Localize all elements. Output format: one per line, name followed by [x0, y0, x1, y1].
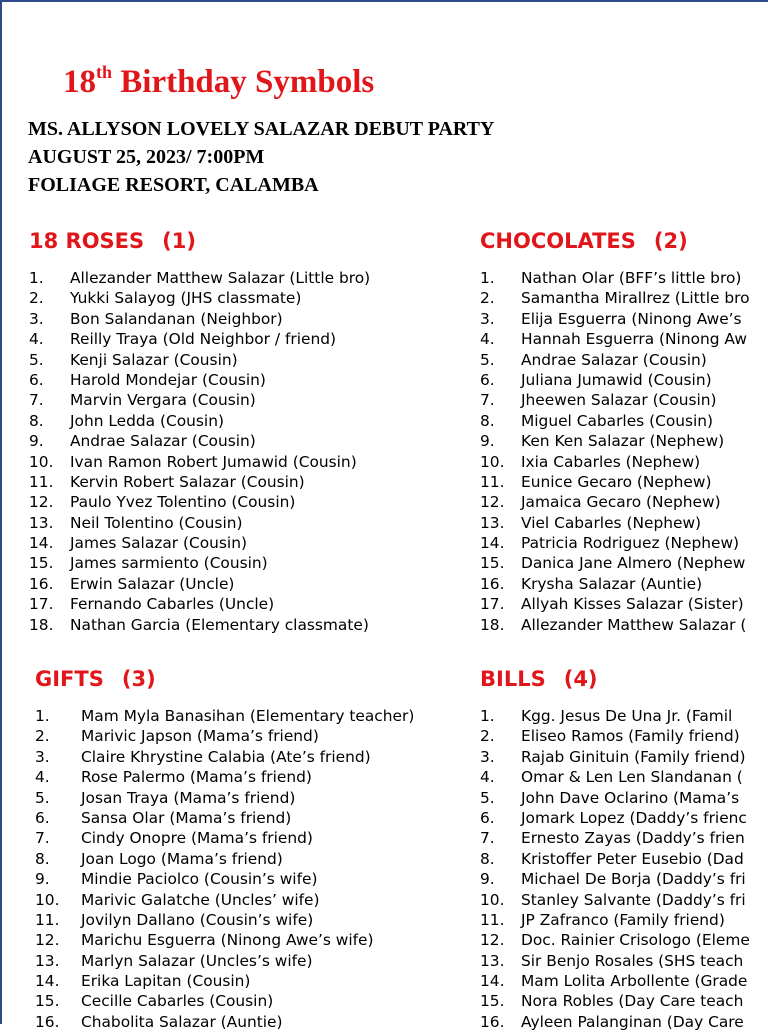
- page-border-top: [0, 0, 768, 2]
- list-item-name: JP Zafranco (Family friend): [521, 910, 725, 929]
- list-item-number: 14.: [35, 972, 60, 991]
- list-item-number: 2.: [480, 727, 495, 746]
- title-number: 18: [63, 64, 96, 100]
- list-item-name: Ernesto Zayas (Daddy’s frien: [521, 829, 745, 848]
- list-item-number: 15.: [480, 554, 505, 573]
- list-item-number: 17.: [29, 595, 54, 614]
- list-item-name: Marichu Esguerra (Ninong Awe’s wife): [81, 931, 374, 950]
- list-item-number: 18.: [29, 615, 54, 634]
- list-item-number: 4.: [480, 768, 495, 787]
- list-item-name: Rajab Ginituin (Family friend): [521, 747, 746, 766]
- list-item-number: 16.: [35, 1012, 60, 1031]
- list-item-name: Patricia Rodriguez (Nephew): [521, 534, 740, 553]
- list-item-name: Jheewen Salazar (Cousin): [521, 391, 717, 410]
- list-item-number: 3.: [35, 747, 50, 766]
- list-item-name: James sarmiento (Cousin): [70, 554, 268, 573]
- list-item-name: Paulo Yvez Tolentino (Cousin): [70, 493, 296, 512]
- list-item-number: 11.: [35, 910, 60, 929]
- list-item-name: Andrae Salazar (Cousin): [70, 432, 256, 451]
- list-item-name: Josan Traya (Mama’s friend): [81, 788, 296, 807]
- list-item-name: Harold Mondejar (Cousin): [70, 370, 266, 389]
- list-item-number: 15.: [480, 992, 505, 1011]
- list-item-number: 1.: [480, 269, 495, 287]
- list-item-number: 3.: [480, 747, 495, 766]
- chocolates-heading-number: (2): [653, 229, 688, 253]
- list-item-number: 16.: [29, 574, 54, 593]
- list-item-name: Marlyn Salazar (Uncles’s wife): [81, 951, 313, 970]
- list-item-number: 13.: [480, 951, 505, 970]
- list-item-name: Mam Myla Banasihan (Elementary teacher): [81, 707, 415, 725]
- list-item-number: 7.: [35, 829, 50, 848]
- list-item-name: Sansa Olar (Mama’s friend): [81, 808, 292, 827]
- list-item-name: Ivan Ramon Robert Jumawid (Cousin): [70, 452, 357, 471]
- list-item-name: Mindie Paciolco (Cousin’s wife): [81, 870, 318, 889]
- list-item-name: Cecille Cabarles (Cousin): [81, 992, 274, 1011]
- list-item-name: Allezander Matthew Salazar (Little bro): [70, 269, 371, 287]
- list-item-name: Bon Salandanan (Neighbor): [70, 309, 283, 328]
- list-item-name: Stanley Salvante (Daddy’s fri: [521, 890, 746, 909]
- list-item-name: Sir Benjo Rosales (SHS teach: [521, 951, 744, 970]
- list-item-number: 6.: [480, 370, 495, 389]
- list-item-number: 9.: [29, 432, 44, 451]
- list-item-name: Nathan Olar (BFF’s little bro): [521, 269, 742, 287]
- list-item-name: Juliana Jumawid (Cousin): [521, 370, 712, 389]
- list-item-name: Erwin Salazar (Uncle): [70, 574, 235, 593]
- list-item-name: Eunice Gecaro (Nephew): [521, 472, 712, 491]
- list-item-name: Joan Logo (Mama’s friend): [81, 849, 283, 868]
- list-item-name: Marivic Japson (Mama’s friend): [81, 727, 319, 746]
- list-item-number: 3.: [29, 309, 44, 328]
- page-border-left: [0, 0, 2, 1024]
- gifts-heading-number: (3): [121, 667, 156, 691]
- list-item-name: Elija Esguerra (Ninong Awe’s: [521, 309, 742, 328]
- list-item-name: Samantha Mirallrez (Little bro: [521, 289, 750, 308]
- list-item-number: 6.: [35, 808, 50, 827]
- list-item-number: 5.: [29, 350, 44, 369]
- list-item-name: Cindy Onopre (Mama’s friend): [81, 829, 313, 848]
- list-item-name: Kenji Salazar (Cousin): [70, 350, 238, 369]
- list-item-name: Chabolita Salazar (Auntie): [81, 1012, 283, 1031]
- list-item-number: 13.: [29, 513, 54, 532]
- list-item-name: Kgg. Jesus De Una Jr. (Famil: [521, 707, 733, 725]
- list-item-number: 6.: [480, 808, 495, 827]
- list-item-number: 16.: [480, 574, 505, 593]
- list-item-name: John Ledda (Cousin): [70, 411, 224, 430]
- list-item-number: 2.: [29, 289, 44, 308]
- list-item-number: 13.: [35, 951, 60, 970]
- gifts-heading-title: GIFTS: [35, 667, 104, 691]
- list-item-name: Marvin Vergara (Cousin): [70, 391, 256, 410]
- list-item-number: 5.: [35, 788, 50, 807]
- title-ordinal-suffix: th: [96, 62, 113, 82]
- roses-heading: [29, 229, 196, 253]
- list-item-name: Claire Khrystine Calabia (Ate’s friend): [81, 747, 371, 766]
- list-item-name: Erika Lapitan (Cousin): [81, 972, 251, 991]
- list-item-number: 12.: [480, 931, 505, 950]
- list-item-name: Marivic Galatche (Uncles’ wife): [81, 890, 320, 909]
- list-item-number: 2.: [35, 727, 50, 746]
- list-item-name: Yukki Salayog (JHS classmate): [70, 289, 302, 308]
- list-item-name: Ayleen Palanginan (Day Care: [521, 1012, 744, 1031]
- list-item-name: Nora Robles (Day Care teach: [521, 992, 744, 1011]
- list-item-number: 1.: [35, 707, 50, 725]
- list-item-name: Viel Cabarles (Nephew): [521, 513, 702, 532]
- list-item-number: 8.: [29, 411, 44, 430]
- page-title: [63, 64, 374, 101]
- list-item-name: Fernando Cabarles (Uncle): [70, 595, 275, 614]
- list-item-name: Rose Palermo (Mama’s friend): [81, 768, 312, 787]
- list-item-number: 9.: [35, 870, 50, 889]
- chocolates-heading-title: CHOCOLATES: [480, 229, 636, 253]
- list-item-name: Danica Jane Almero (Nephew: [521, 554, 746, 573]
- list-item-name: Reilly Traya (Old Neighbor / friend): [70, 330, 336, 349]
- list-item-number: 7.: [480, 829, 495, 848]
- list-item-number: 5.: [480, 350, 495, 369]
- list-item-number: 10.: [35, 890, 60, 909]
- list-item-number: 2.: [480, 289, 495, 308]
- gifts-heading: [35, 667, 156, 691]
- list-item-number: 7.: [480, 391, 495, 410]
- list-item-name: Krysha Salazar (Auntie): [521, 574, 703, 593]
- list-item-number: 11.: [29, 472, 54, 491]
- list-item-number: 14.: [480, 534, 505, 553]
- event-venue: FOLIAGE RESORT, CALAMBA: [28, 174, 319, 196]
- list-item-number: 10.: [480, 452, 505, 471]
- list-item-name: Michael De Borja (Daddy’s fri: [521, 870, 746, 889]
- list-item-name: James Salazar (Cousin): [70, 534, 247, 553]
- list-item-name: Kervin Robert Salazar (Cousin): [70, 472, 305, 491]
- list-item-name: Doc. Rainier Crisologo (Eleme: [521, 931, 750, 950]
- list-item-name: Ixia Cabarles (Nephew): [521, 452, 701, 471]
- list-item-number: 11.: [480, 472, 505, 491]
- list-item-number: 8.: [480, 411, 495, 430]
- event-date-time: AUGUST 25, 2023/ 7:00PM: [28, 146, 265, 168]
- list-item-name: John Dave Oclarino (Mama’s: [521, 788, 740, 807]
- list-item-number: 12.: [35, 931, 60, 950]
- list-item-number: 10.: [480, 890, 505, 909]
- list-item-name: Hannah Esguerra (Ninong Aw: [521, 330, 747, 349]
- list-item-name: Andrae Salazar (Cousin): [521, 350, 707, 369]
- title-text: Birthday Symbols: [112, 64, 375, 100]
- list-item-number: 11.: [480, 910, 505, 929]
- list-item-name: Omar & Len Len Slandanan (: [521, 768, 743, 787]
- list-item-number: 4.: [35, 768, 50, 787]
- list-item-name: Allyah Kisses Salazar (Sister): [521, 595, 744, 614]
- list-item-number: 8.: [480, 849, 495, 868]
- list-item-number: 17.: [480, 595, 505, 614]
- bills-heading: [480, 667, 598, 691]
- list-item-name: Ken Ken Salazar (Nephew): [521, 432, 725, 451]
- list-item-name: Miguel Cabarles (Cousin): [521, 411, 714, 430]
- list-item-number: 1.: [29, 269, 44, 287]
- list-item-number: 4.: [29, 330, 44, 349]
- list-item-name: Mam Lolita Arbollente (Grade: [521, 972, 748, 991]
- list-item-name: Jovilyn Dallano (Cousin’s wife): [81, 910, 314, 929]
- event-name: MS. ALLYSON LOVELY SALAZAR DEBUT PARTY: [28, 118, 495, 140]
- list-item-name: Allezander Matthew Salazar (: [521, 615, 747, 634]
- roses-heading-number: (1): [162, 229, 196, 253]
- bills-heading-number: (4): [563, 667, 598, 691]
- list-item-name: Kristoffer Peter Eusebio (Dad: [521, 849, 744, 868]
- list-item-number: 8.: [35, 849, 50, 868]
- list-item-name: Jomark Lopez (Daddy’s frienc: [521, 808, 747, 827]
- list-item-number: 14.: [29, 534, 54, 553]
- list-item-number: 13.: [480, 513, 505, 532]
- list-item-number: 5.: [480, 788, 495, 807]
- list-item-number: 3.: [480, 309, 495, 328]
- list-item-number: 6.: [29, 370, 44, 389]
- list-item-number: 18.: [480, 615, 505, 634]
- list-item-name: Eliseo Ramos (Family friend): [521, 727, 740, 746]
- list-item-number: 14.: [480, 972, 505, 991]
- list-item-number: 12.: [29, 493, 54, 512]
- list-item-name: Neil Tolentino (Cousin): [70, 513, 243, 532]
- roses-heading-title: 18 ROSES: [29, 229, 145, 253]
- chocolates-heading: [480, 229, 688, 253]
- list-item-number: 15.: [35, 992, 60, 1011]
- list-item-number: 7.: [29, 391, 44, 410]
- list-item-number: 10.: [29, 452, 54, 471]
- list-item-name: Jamaica Gecaro (Nephew): [521, 493, 721, 512]
- list-item-number: 9.: [480, 870, 495, 889]
- list-item-number: 16.: [480, 1012, 505, 1031]
- bills-heading-title: BILLS: [480, 667, 546, 691]
- list-item-number: 1.: [480, 707, 495, 725]
- list-item-number: 4.: [480, 330, 495, 349]
- list-item-number: 15.: [29, 554, 54, 573]
- list-item-number: 9.: [480, 432, 495, 451]
- list-item-name: Nathan Garcia (Elementary classmate): [70, 615, 369, 634]
- list-item-number: 12.: [480, 493, 505, 512]
